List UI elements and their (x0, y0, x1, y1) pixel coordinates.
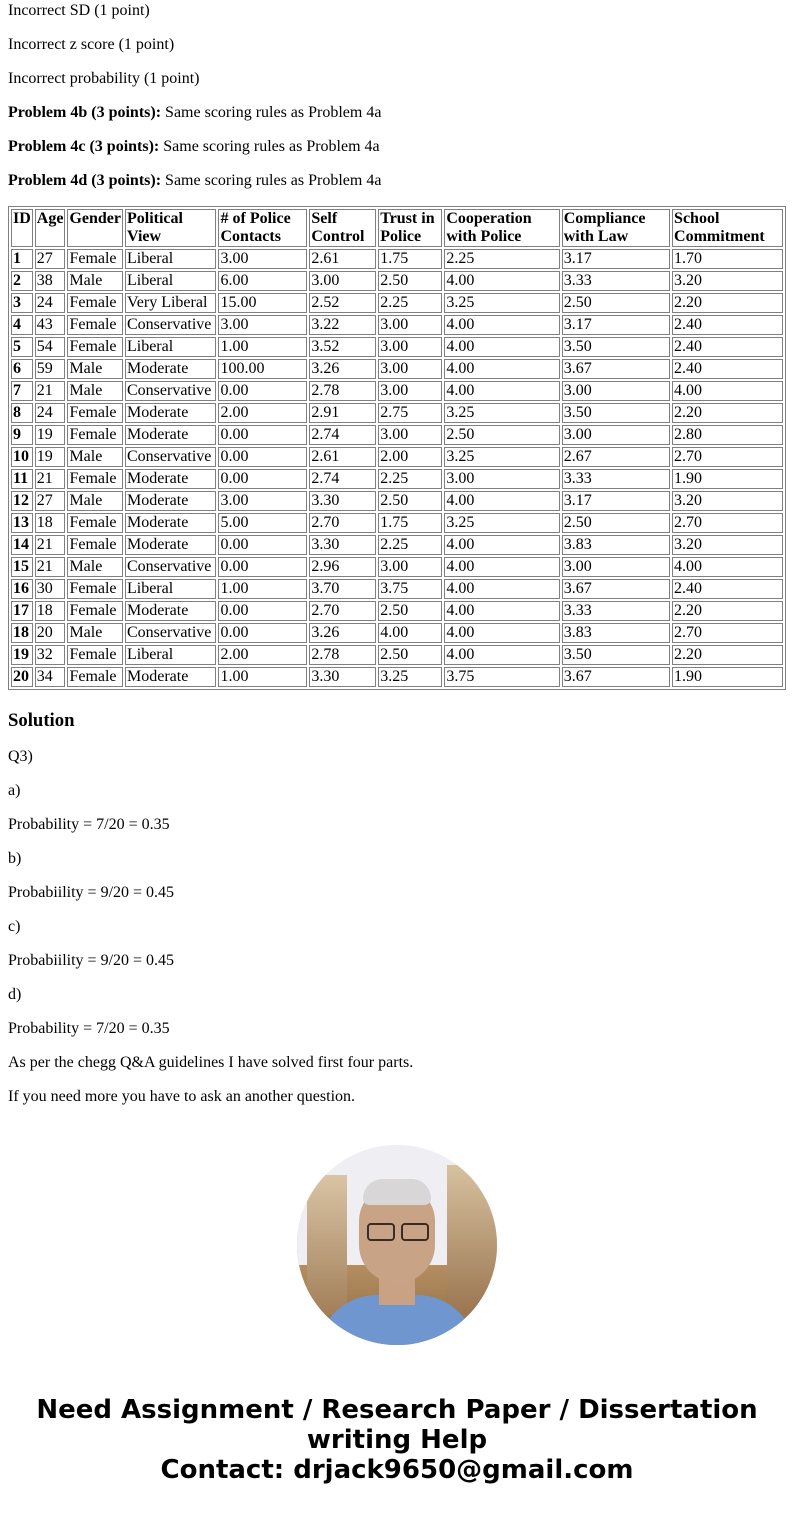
table-cell: 4.00 (444, 271, 559, 291)
table-row (11, 337, 783, 357)
table-cell: Liberal (125, 337, 217, 357)
table-header (11, 209, 783, 247)
table-cell: 54 (35, 337, 66, 357)
table-cell: Moderate (125, 535, 217, 555)
table-cell: 3.75 (378, 579, 442, 599)
table-cell: Female (67, 667, 123, 687)
table-cell: Moderate (125, 601, 217, 621)
table-cell: Female (67, 315, 123, 335)
table-cell: 3.00 (562, 381, 670, 401)
row-id-cell: 5 (11, 337, 33, 357)
table-cell: Male (67, 381, 123, 401)
table-cell: 4.00 (444, 535, 559, 555)
table-cell: Conservative (125, 623, 217, 643)
table-cell: 2.70 (309, 601, 376, 621)
row-id-cell: 14 (11, 535, 33, 555)
table-cell: Moderate (125, 425, 217, 445)
table-cell: 3.17 (562, 315, 670, 335)
table-cell: 2.75 (378, 403, 442, 423)
table-cell: 2.00 (218, 403, 307, 423)
solution-line: Q3) (8, 748, 33, 765)
table-cell: 3.20 (672, 271, 783, 291)
table-cell: 2.78 (309, 381, 376, 401)
column-header: Cooperation with Police (444, 209, 559, 247)
table-cell: Liberal (125, 579, 217, 599)
scoring-rule-line (8, 138, 786, 156)
table-cell: 2.50 (378, 601, 442, 621)
rule-text: Same scoring rules as Problem 4a (159, 138, 380, 155)
table-cell: 19 (35, 425, 66, 445)
column-header: Compliance with Law (562, 209, 670, 247)
table-row (11, 315, 783, 335)
table-cell: 21 (35, 535, 66, 555)
table-cell: 2.80 (672, 425, 783, 445)
row-id-cell: 3 (11, 293, 33, 313)
solution-line: b) (8, 850, 22, 867)
table-cell: 3.30 (309, 535, 376, 555)
table-cell: 21 (35, 469, 66, 489)
table-cell: 3.83 (562, 623, 670, 643)
problem-label: Problem 4d (3 points): (8, 172, 162, 189)
table-cell: Moderate (125, 469, 217, 489)
table-cell: 21 (35, 381, 66, 401)
table-cell: 3.25 (444, 447, 559, 467)
table-cell: 32 (35, 645, 66, 665)
table-cell: 3.33 (562, 271, 670, 291)
table-cell: 21 (35, 557, 66, 577)
column-header: Trust in Police (378, 209, 442, 247)
row-id-cell: 19 (11, 645, 33, 665)
table-cell: 2.74 (309, 425, 376, 445)
table-cell: 2.67 (562, 447, 670, 467)
table-cell: 3.33 (562, 601, 670, 621)
table-cell: 2.40 (672, 579, 783, 599)
table-cell: Conservative (125, 381, 217, 401)
data-table (8, 206, 786, 690)
table-cell: 0.00 (218, 535, 307, 555)
row-id-cell: 11 (11, 469, 33, 489)
table-cell: 27 (35, 491, 66, 511)
avatar-container (0, 1145, 794, 1345)
row-id-cell: 9 (11, 425, 33, 445)
table-cell: Female (67, 249, 123, 269)
table-cell: 2.25 (444, 249, 559, 269)
table-cell: 1.00 (218, 337, 307, 357)
table-cell: 100.00 (218, 359, 307, 379)
promo-line-1: Need Assignment / Research Paper / Dissertation writing Help (36, 1395, 758, 1455)
table-cell: Female (67, 645, 123, 665)
solution-line: a) (8, 782, 21, 799)
table-cell: 3.00 (378, 381, 442, 401)
header-row (11, 209, 783, 247)
table-cell: 3.25 (444, 513, 559, 533)
table-cell: 4.00 (444, 359, 559, 379)
table-cell: 5.00 (218, 513, 307, 533)
table-cell: 4.00 (444, 645, 559, 665)
problem-label: Problem 4c (3 points): (8, 138, 160, 155)
row-id-cell: 12 (11, 491, 33, 511)
table-row (11, 381, 783, 401)
table-cell: 2.20 (672, 293, 783, 313)
table-body (11, 249, 783, 687)
table-cell: 3.00 (378, 337, 442, 357)
scoring-rule-line (8, 172, 786, 190)
row-id-cell: 10 (11, 447, 33, 467)
table-cell: 2.20 (672, 601, 783, 621)
author-avatar (297, 1145, 497, 1345)
table-cell: 3.26 (309, 359, 376, 379)
table-cell: 2.25 (378, 293, 442, 313)
table-cell: 24 (35, 293, 66, 313)
table-cell: 18 (35, 601, 66, 621)
table-cell: 2.61 (309, 447, 376, 467)
table-cell: 3.00 (378, 557, 442, 577)
table-cell: 4.00 (672, 381, 783, 401)
table-cell: 2.40 (672, 337, 783, 357)
table-cell: 3.20 (672, 491, 783, 511)
table-cell: Conservative (125, 447, 217, 467)
scoring-rule-line (8, 2, 786, 20)
table-cell: 0.00 (218, 601, 307, 621)
row-id-cell: 13 (11, 513, 33, 533)
rule-text: Same scoring rules as Problem 4a (161, 172, 382, 189)
table-cell: 3.75 (444, 667, 559, 687)
table-cell: 15.00 (218, 293, 307, 313)
document-body (0, 2, 794, 1106)
table-cell: 3.26 (309, 623, 376, 643)
table-cell: 3.00 (218, 491, 307, 511)
table-cell: Liberal (125, 645, 217, 665)
table-cell: 3.00 (309, 271, 376, 291)
table-cell: 2.74 (309, 469, 376, 489)
table-cell: 2.61 (309, 249, 376, 269)
column-header: # of Police Contacts (218, 209, 307, 247)
table-cell: 3.00 (562, 557, 670, 577)
table-cell: 3.22 (309, 315, 376, 335)
table-cell: 2.52 (309, 293, 376, 313)
solution-line: If you need more you have to ask an another question. (8, 1088, 356, 1105)
solution-lines (8, 748, 786, 1106)
scoring-rule-line (8, 36, 786, 54)
table-cell: 3.50 (562, 645, 670, 665)
table-cell: 3.17 (562, 491, 670, 511)
table-cell: 2.25 (378, 535, 442, 555)
table-cell: 2.91 (309, 403, 376, 423)
table-cell: Conservative (125, 315, 217, 335)
column-header: Political View (125, 209, 217, 247)
table-cell: 3.00 (444, 469, 559, 489)
table-cell: 4.00 (444, 315, 559, 335)
problem-label: Problem 4b (3 points): (8, 104, 162, 121)
table-row (11, 557, 783, 577)
column-header: Self Control (309, 209, 376, 247)
table-cell: 0.00 (218, 425, 307, 445)
table-cell: 0.00 (218, 623, 307, 643)
table-cell: 19 (35, 447, 66, 467)
table-cell: 3.50 (562, 337, 670, 357)
table-cell: 3.25 (444, 403, 559, 423)
table-cell: 3.25 (378, 667, 442, 687)
table-cell: 3.00 (378, 315, 442, 335)
table-cell: 4.00 (444, 601, 559, 621)
table-row (11, 271, 783, 291)
table-cell: 4.00 (672, 557, 783, 577)
table-cell: 3.83 (562, 535, 670, 555)
table-row (11, 293, 783, 313)
table-row (11, 645, 783, 665)
table-cell: 1.70 (672, 249, 783, 269)
table-row (11, 447, 783, 467)
column-header: ID (11, 209, 33, 247)
table-cell: 3.33 (562, 469, 670, 489)
row-id-cell: 17 (11, 601, 33, 621)
table-cell: 2.70 (672, 447, 783, 467)
rule-text: Same scoring rules as Problem 4a (161, 104, 382, 121)
table-row (11, 491, 783, 511)
table-cell: 3.52 (309, 337, 376, 357)
table-cell: 3.67 (562, 359, 670, 379)
table-cell: 2.50 (444, 425, 559, 445)
table-cell: 2.96 (309, 557, 376, 577)
table-cell: Male (67, 491, 123, 511)
rule-text: Incorrect SD (1 point) (8, 2, 150, 19)
promo-contact: Contact: drjack9650@gmail.com (160, 1455, 634, 1485)
column-header: School Commitment (672, 209, 783, 247)
table-cell: Female (67, 601, 123, 621)
table-cell: 2.25 (378, 469, 442, 489)
row-id-cell: 18 (11, 623, 33, 643)
table-cell: Moderate (125, 359, 217, 379)
table-cell: 3.30 (309, 491, 376, 511)
row-id-cell: 2 (11, 271, 33, 291)
solution-line: c) (8, 918, 21, 935)
row-id-cell: 6 (11, 359, 33, 379)
table-cell: 24 (35, 403, 66, 423)
table-cell: Liberal (125, 249, 217, 269)
table-cell: 4.00 (444, 579, 559, 599)
scoring-rule-line (8, 104, 786, 122)
table-row (11, 601, 783, 621)
table-row (11, 513, 783, 533)
table-cell: 2.00 (218, 645, 307, 665)
table-cell: 27 (35, 249, 66, 269)
row-id-cell: 8 (11, 403, 33, 423)
table-cell: Female (67, 337, 123, 357)
table-cell: 1.90 (672, 667, 783, 687)
table-cell: 3.17 (562, 249, 670, 269)
table-cell: 4.00 (444, 381, 559, 401)
rule-text: Incorrect probability (1 point) (8, 70, 200, 87)
table-cell: 2.40 (672, 359, 783, 379)
solution-line: Probabiility = 9/20 = 0.45 (8, 952, 175, 969)
table-cell: 3.30 (309, 667, 376, 687)
table-cell: Moderate (125, 667, 217, 687)
table-cell: Female (67, 403, 123, 423)
table-cell: 20 (35, 623, 66, 643)
table-cell: 0.00 (218, 557, 307, 577)
column-header: Gender (67, 209, 123, 247)
table-row (11, 249, 783, 269)
table-cell: 3.25 (444, 293, 559, 313)
table-cell: 2.70 (309, 513, 376, 533)
table-cell: 6.00 (218, 271, 307, 291)
table-row (11, 425, 783, 445)
table-cell: 2.78 (309, 645, 376, 665)
table-cell: 3.00 (378, 359, 442, 379)
table-row (11, 667, 783, 687)
table-row (11, 623, 783, 643)
table-cell: 3.67 (562, 667, 670, 687)
table-cell: Female (67, 425, 123, 445)
table-cell: 3.20 (672, 535, 783, 555)
table-cell: 3.00 (378, 425, 442, 445)
table-cell: 0.00 (218, 447, 307, 467)
table-cell: Female (67, 513, 123, 533)
scoring-rules (8, 2, 786, 190)
table-cell: Male (67, 623, 123, 643)
row-id-cell: 16 (11, 579, 33, 599)
table-cell: 1.00 (218, 579, 307, 599)
solution-line: Probability = 7/20 = 0.35 (8, 1020, 170, 1037)
table-cell: 43 (35, 315, 66, 335)
table-cell: Male (67, 447, 123, 467)
table-cell: 2.20 (672, 403, 783, 423)
table-cell: 2.20 (672, 645, 783, 665)
solution-line: Probability = 7/20 = 0.35 (8, 816, 170, 833)
table-cell: 0.00 (218, 469, 307, 489)
table-cell: 2.00 (378, 447, 442, 467)
table-cell: 2.70 (672, 513, 783, 533)
rule-text: Incorrect z score (1 point) (8, 36, 175, 53)
table-cell: Male (67, 557, 123, 577)
table-cell: Male (67, 359, 123, 379)
table-cell: Female (67, 535, 123, 555)
table-cell: 3.67 (562, 579, 670, 599)
table-cell: 4.00 (444, 623, 559, 643)
solution-line: d) (8, 986, 22, 1003)
row-id-cell: 20 (11, 667, 33, 687)
solution-heading: Solution (8, 710, 75, 731)
table-row (11, 403, 783, 423)
table-cell: 3.00 (218, 315, 307, 335)
table-cell: 2.50 (378, 271, 442, 291)
table-cell: 3.50 (562, 403, 670, 423)
table-cell: 1.90 (672, 469, 783, 489)
table-cell: 2.70 (672, 623, 783, 643)
table-cell: 4.00 (444, 557, 559, 577)
table-cell: 0.00 (218, 381, 307, 401)
column-header: Age (35, 209, 66, 247)
table-cell: 4.00 (444, 337, 559, 357)
table-row (11, 535, 783, 555)
table-cell: 2.50 (562, 513, 670, 533)
table-row (11, 469, 783, 489)
table-cell: 34 (35, 667, 66, 687)
table-cell: 38 (35, 271, 66, 291)
table-cell: 18 (35, 513, 66, 533)
table-cell: 59 (35, 359, 66, 379)
solution-line: As per the chegg Q&A guidelines I have solved first four parts. (8, 1054, 414, 1071)
table-row (11, 359, 783, 379)
table-cell: Moderate (125, 491, 217, 511)
table-cell: 3.00 (562, 425, 670, 445)
row-id-cell: 15 (11, 557, 33, 577)
table-cell: Female (67, 293, 123, 313)
table-cell: Female (67, 469, 123, 489)
table-cell: 2.50 (378, 645, 442, 665)
promo-banner (0, 1395, 794, 1485)
table-cell: 30 (35, 579, 66, 599)
row-id-cell: 4 (11, 315, 33, 335)
table-cell: Liberal (125, 271, 217, 291)
table-cell: 2.50 (562, 293, 670, 313)
table-cell: 2.40 (672, 315, 783, 335)
table-cell: 1.75 (378, 249, 442, 269)
table-cell: 4.00 (378, 623, 442, 643)
table-cell: Female (67, 579, 123, 599)
table-cell: Male (67, 271, 123, 291)
row-id-cell: 7 (11, 381, 33, 401)
table-cell: 2.50 (378, 491, 442, 511)
table-cell: 3.70 (309, 579, 376, 599)
table-cell: 3.00 (218, 249, 307, 269)
table-row (11, 579, 783, 599)
table-cell: Very Liberal (125, 293, 217, 313)
table-cell: Conservative (125, 557, 217, 577)
scoring-rule-line (8, 70, 786, 88)
solution-line: Probabiility = 9/20 = 0.45 (8, 884, 175, 901)
table-cell: 1.75 (378, 513, 442, 533)
table-cell: Moderate (125, 403, 217, 423)
row-id-cell: 1 (11, 249, 33, 269)
table-cell: Moderate (125, 513, 217, 533)
table-cell: 1.00 (218, 667, 307, 687)
table-cell: 4.00 (444, 491, 559, 511)
